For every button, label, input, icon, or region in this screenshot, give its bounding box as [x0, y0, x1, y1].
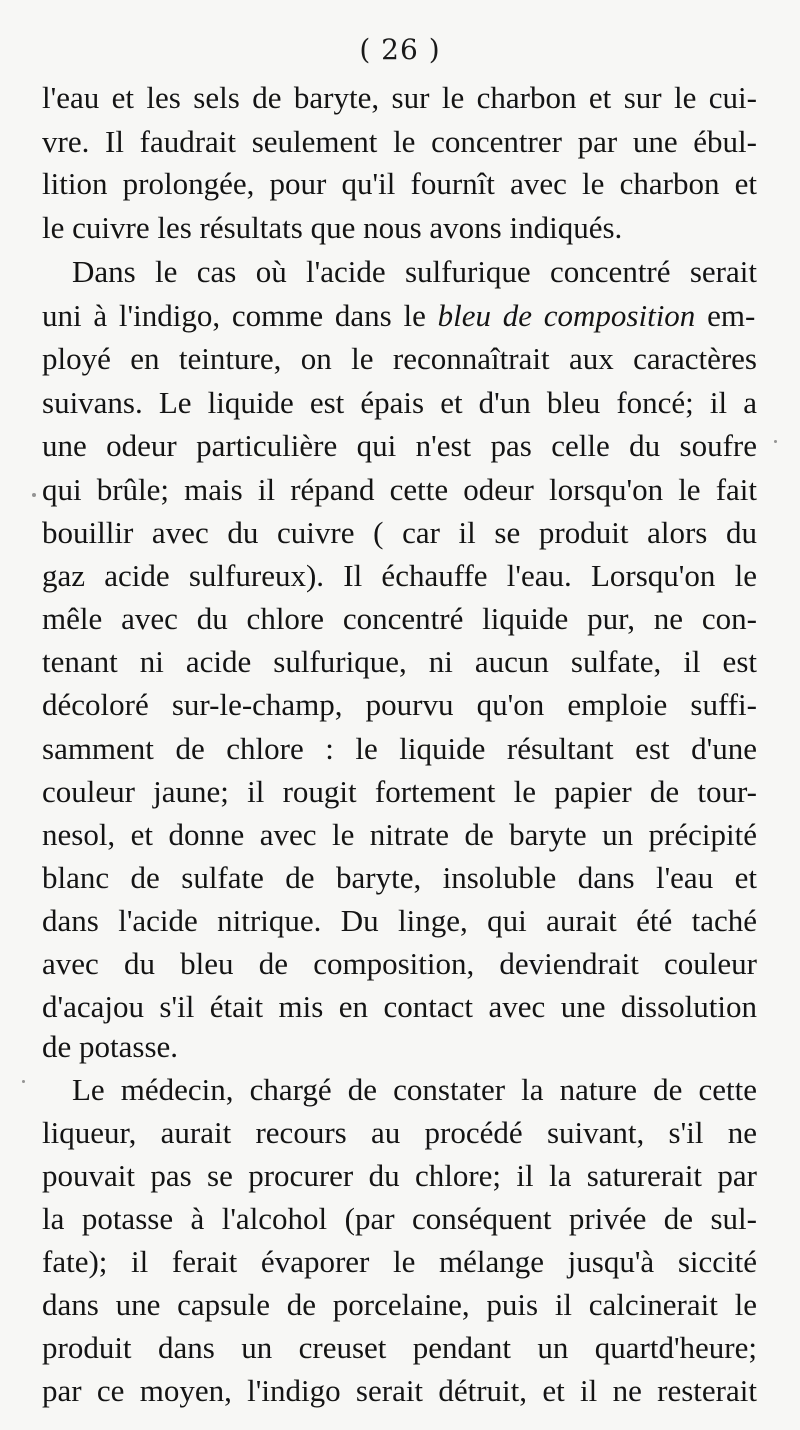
text-line: Dans le cas où l'acide sulfurique concentré serait	[72, 254, 757, 289]
text-line: Le médecin, chargé de constater la nature de cette	[72, 1072, 757, 1107]
text-line: de potasse.	[42, 1029, 179, 1064]
text-line: ployé en teinture, on le reconnaîtrait aux caractères	[42, 341, 757, 376]
text-line: gaz acide sulfureux). Il échauffe l'eau. Lorsqu'on le	[42, 558, 757, 593]
text-line: bouillir avec du cuivre ( car il se produit alors du	[42, 515, 757, 550]
text-line: pouvait pas se procurer du chlore; il la saturerait par	[42, 1158, 757, 1193]
text-line: l'eau et les sels de baryte, sur le charbon et sur le cui-	[42, 80, 757, 115]
text-line: vre. Il faudrait seulement le concentrer par une ébul-	[42, 124, 757, 159]
italic-phrase: bleu de composition	[437, 298, 696, 333]
text-line: lition prolongée, pour qu'il fournît avec le charbon et	[42, 166, 757, 201]
text-line: samment de chlore : le liquide résultant est d'une	[42, 731, 757, 766]
text-line: d'acajou s'il était mis en contact avec une dissolution	[42, 989, 757, 1024]
page-number: ( 26 )	[359, 33, 441, 66]
text-line: décoloré sur-le-champ, pourvu qu'on emploie suffi-	[42, 687, 757, 722]
paper-speck	[32, 493, 36, 497]
text-line: dans l'acide nitrique. Du linge, qui aurait été taché	[42, 903, 757, 938]
text-line: liqueur, aurait recours au procédé suivant, s'il ne	[42, 1115, 757, 1150]
text-line: uni à l'indigo, comme dans le bleu de composition em-	[42, 298, 756, 333]
text-line: par ce moyen, l'indigo serait détruit, et il ne resterait	[42, 1373, 757, 1408]
text-line: produit dans un creuset pendant un quartd'heure;	[42, 1330, 757, 1365]
text-line: mêle avec du chlore concentré liquide pur, ne con-	[42, 601, 757, 636]
text-line: nesol, et donne avec le nitrate de baryte un précipité	[42, 817, 757, 852]
text-line: couleur jaune; il rougit fortement le papier de tour-	[42, 774, 757, 809]
text-line: qui brûle; mais il répand cette odeur lorsqu'on le fait	[42, 472, 757, 507]
text-line: avec du bleu de composition, deviendrait couleur	[42, 946, 757, 981]
text-line: suivans. Le liquide est épais et d'un bleu foncé; il a	[42, 385, 757, 420]
text-line: une odeur particulière qui n'est pas celle du soufre	[42, 428, 757, 463]
text-line: le cuivre les résultats que nous avons indiqués.	[42, 210, 623, 245]
text-line: blanc de sulfate de baryte, insoluble dans l'eau et	[42, 860, 757, 895]
text-line: fate); il ferait évaporer le mélange jusqu'à siccité	[42, 1244, 757, 1279]
text-line: dans une capsule de porcelaine, puis il calcinerait le	[42, 1287, 757, 1322]
text-line: tenant ni acide sulfurique, ni aucun sulfate, il est	[42, 644, 757, 679]
paper-speck	[22, 1080, 25, 1083]
text-line: la potasse à l'alcohol (par conséquent privée de sul-	[42, 1201, 757, 1236]
paper-speck	[774, 440, 777, 443]
